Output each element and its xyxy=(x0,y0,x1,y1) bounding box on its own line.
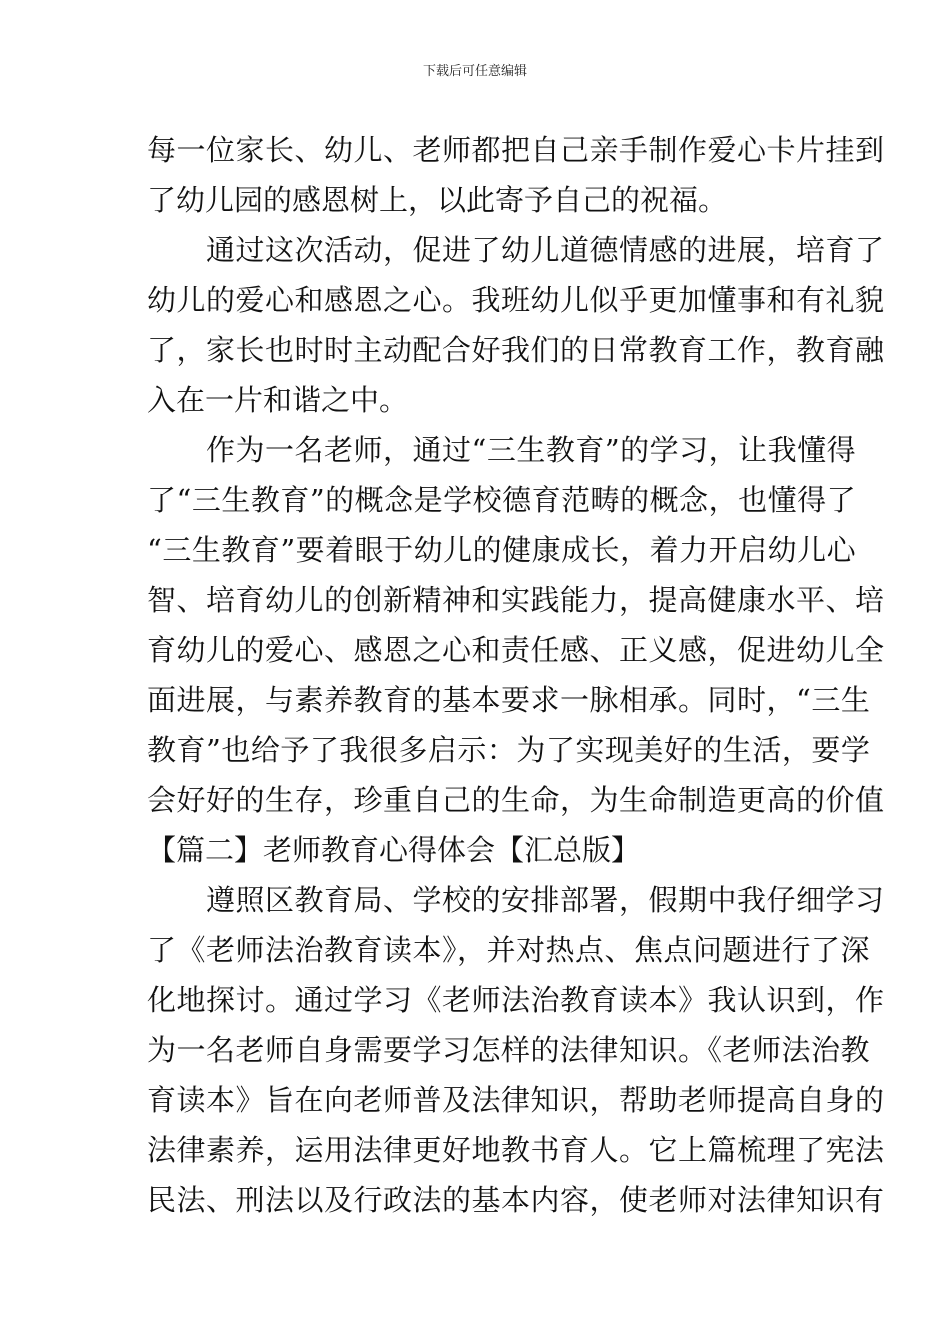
text-line: 会好好的生存，珍重自己的生命，为生命制造更高的价值 xyxy=(147,783,885,817)
text-line: 了“三生教育”的概念是学校德育范畴的概念，也懂得了 xyxy=(147,483,857,517)
text-line: 遵照区教育局、学校的安排部署，假期中我仔细学习 xyxy=(147,883,885,917)
text-line: 了《老师法治教育读本》，并对热点、焦点问题进行了深 xyxy=(147,933,871,967)
text-line: 育读本》旨在向老师普及法律知识，帮助老师提高自身的 xyxy=(147,1083,885,1117)
text-line: “三生教育”要着眼于幼儿的健康成长，着力开启幼儿心 xyxy=(147,533,857,567)
text-line: 每一位家长、幼儿、老师都把自己亲手制作爱心卡片挂到 xyxy=(147,133,885,167)
text-line: 幼儿的爱心和感恩之心。我班幼儿似乎更加懂事和有礼貌 xyxy=(147,283,885,317)
text-line: 了，家长也时时主动配合好我们的日常教育工作，教育融 xyxy=(147,333,885,367)
text-line: 了幼儿园的感恩树上，以此寄予自己的祝福。 xyxy=(147,183,728,217)
text-line: 化地探讨。通过学习《老师法治教育读本》我认识到，作 xyxy=(147,983,885,1017)
text-line: 入在一片和谐之中。 xyxy=(147,383,409,417)
text-line: 教育”也给予了我很多启示：为了实现美好的生活，要学 xyxy=(147,733,871,767)
text-line: 法律素养，运用法律更好地教书育人。它上篇梳理了宪法 xyxy=(147,1133,885,1167)
document-body xyxy=(147,125,885,1225)
section-heading: 【篇二】老师教育心得体会【汇总版】 xyxy=(147,833,641,867)
page-header: 下载后可任意编辑 xyxy=(422,64,527,79)
text-line: 育幼儿的爱心、感恩之心和责任感、正义感，促进幼儿全 xyxy=(147,633,885,667)
text-line: 通过这次活动，促进了幼儿道德情感的进展，培育了 xyxy=(147,233,885,267)
text-line: 智、培育幼儿的创新精神和实践能力，提高健康水平、培 xyxy=(147,583,885,617)
text-line: 民法、刑法以及行政法的基本内容，使老师对法律知识有 xyxy=(147,1183,885,1217)
text-line: 面进展，与素养教育的基本要求一脉相承。同时，“三生 xyxy=(147,683,871,717)
text-line: 为一名老师自身需要学习怎样的法律知识。《老师法治教 xyxy=(147,1033,871,1067)
text-line: 作为一名老师，通过“三生教育”的学习，让我懂得 xyxy=(147,433,857,467)
